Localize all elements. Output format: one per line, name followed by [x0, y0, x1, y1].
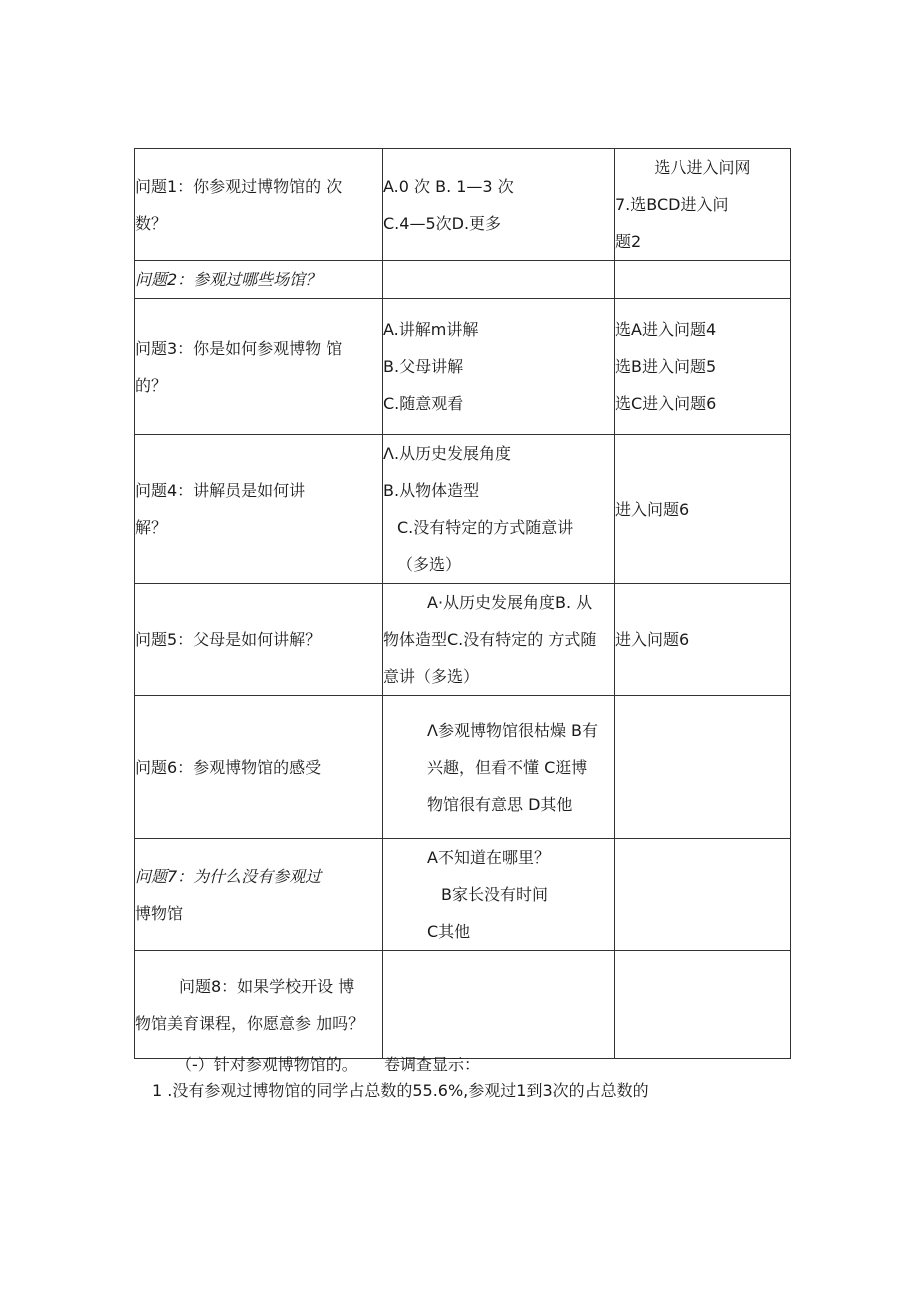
question-text: 问题3：你是如何参观博物 馆 — [135, 338, 343, 358]
next-text: 选A进入问题4 — [615, 320, 717, 339]
table-row — [135, 951, 791, 1059]
next-cell — [615, 261, 791, 299]
question-text: 物馆美育课程，你愿意参 加吗？ — [135, 1013, 365, 1033]
option-text: 意讲（多选） — [383, 667, 480, 686]
question-text: 问题2：参观过哪些场馆？ — [135, 270, 322, 289]
option-text: B.从物体造型 — [383, 481, 480, 500]
next-text: 选C进入问题6 — [615, 394, 717, 413]
option-text: C.随意观看 — [383, 394, 464, 413]
next-text: 选B进入问题5 — [615, 357, 717, 376]
next-cell — [615, 299, 791, 435]
options-cell — [383, 435, 615, 584]
next-cell — [615, 584, 791, 696]
question-cell — [135, 584, 383, 696]
question-cell — [135, 149, 383, 261]
option-text: Λ参观博物馆很枯燥 B有 — [427, 720, 599, 740]
question-text: 问题1：你参观过博物馆的 次 — [135, 176, 343, 196]
question-cell — [135, 839, 383, 951]
question-text: 博物馆 — [135, 903, 184, 923]
option-text: B家长没有时间 — [441, 885, 548, 904]
question-cell — [135, 696, 383, 839]
table-row — [135, 149, 791, 261]
options-cell — [383, 839, 615, 951]
question-text: 数？ — [135, 213, 168, 233]
options-cell — [383, 696, 615, 839]
survey-table — [134, 148, 791, 1059]
next-cell — [615, 149, 791, 261]
next-text: 7.选BCD进入问 — [615, 195, 729, 214]
question-cell — [135, 261, 383, 299]
option-text: C.4—5次D.更多 — [383, 213, 502, 233]
options-cell — [383, 951, 615, 1059]
question-cell — [135, 951, 383, 1059]
question-text: 问题6：参观博物馆的感受 — [135, 757, 322, 777]
table-row — [135, 696, 791, 839]
table-row — [135, 261, 791, 299]
option-text: B.父母讲解 — [383, 357, 464, 376]
option-text: 兴趣，但看不懂 C逛博 — [427, 757, 588, 777]
summary-paragraph: 1 .没有参观过博物馆的同学占总数的55.6%,参观过1到3次的占总数的 — [152, 1081, 649, 1100]
option-text: C.没有特定的方式随意讲 — [397, 518, 574, 537]
next-text: 选八进入问网 — [654, 158, 751, 177]
question-text: 问题5：父母是如何讲解？ — [135, 630, 322, 649]
option-text: Λ.从历史发展角度 — [383, 444, 512, 463]
next-text: 进入问题6 — [615, 630, 690, 649]
table-row — [135, 839, 791, 951]
option-text: 物馆很有意思 D其他 — [427, 794, 573, 814]
next-text: 题2 — [615, 232, 642, 251]
option-text: A.0 次 B. 1—3 次 — [383, 176, 514, 196]
table-row — [135, 299, 791, 435]
question-cell — [135, 299, 383, 435]
option-text: C其他 — [427, 922, 471, 941]
option-text: 物体造型C.没有特定的 方式随 — [383, 630, 597, 649]
next-cell — [615, 696, 791, 839]
question-text: 解？ — [135, 518, 168, 537]
question-text: 问题8：如果学校开设 博 — [179, 976, 355, 996]
question-cell — [135, 435, 383, 584]
options-cell — [383, 584, 615, 696]
option-text: A·从历史发展角度B. 从 — [427, 593, 593, 612]
options-cell — [383, 299, 615, 435]
table-row — [135, 584, 791, 696]
next-cell — [615, 435, 791, 584]
question-text: 问题4：讲解员是如何讲 — [135, 481, 306, 500]
option-text: （多选） — [397, 555, 462, 574]
summary-heading: （-）针对参观博物馆的。 — [176, 1055, 358, 1074]
option-text: A不知道在哪里？ — [427, 848, 550, 867]
options-cell — [383, 149, 615, 261]
next-cell — [615, 951, 791, 1059]
summary-heading-cont: 卷调查显示： — [384, 1055, 481, 1074]
options-cell — [383, 261, 615, 299]
next-text: 进入问题6 — [615, 499, 690, 519]
question-text: 的？ — [135, 375, 168, 395]
option-text: A.讲解m讲解 — [383, 320, 479, 339]
next-cell — [615, 839, 791, 951]
table-row — [135, 435, 791, 584]
question-text: 问题7：为什么没有参观过 — [135, 866, 322, 886]
